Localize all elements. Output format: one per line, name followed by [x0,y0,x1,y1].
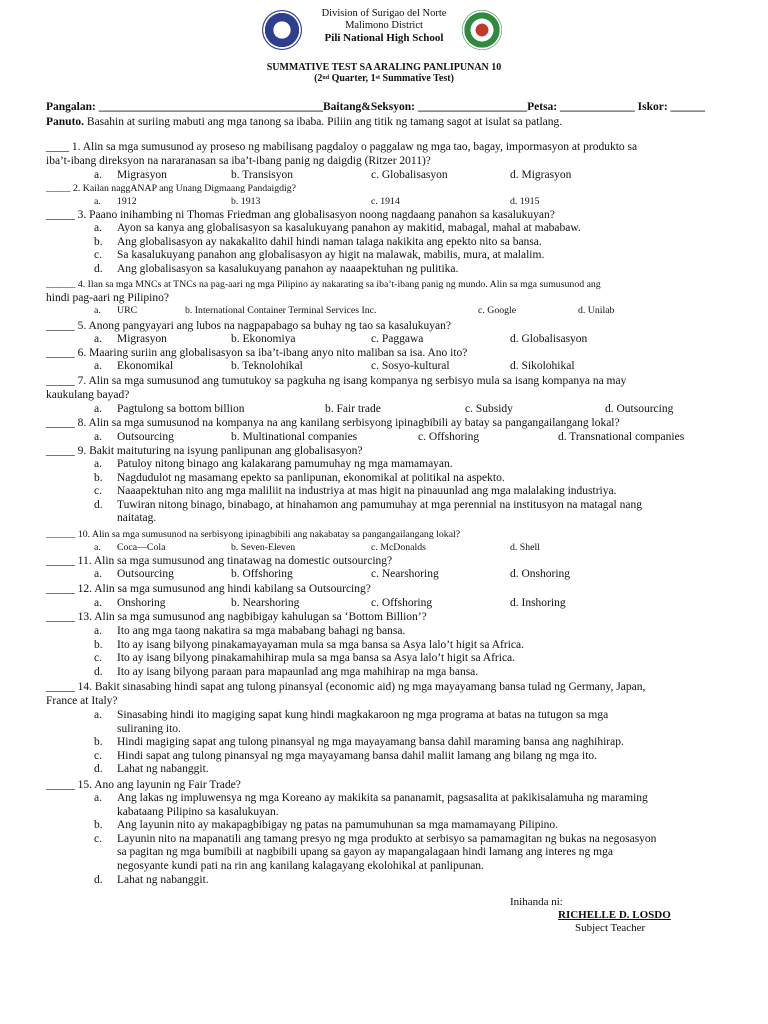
choice-letter: a. [94,709,102,721]
answer-choice: Ayon sa kanya ang globalisasyon sa kasalukuyang panahon ay makitid, mabagal, mahal at mababaw. [117,222,581,234]
answer-choice: Tuwiran nitong binago, binabago, at hinahamon ang pamumuhay at mga perennial na institusyon na matagal nang [117,498,642,511]
answer-choice: c. Offshoring [371,597,433,609]
choice-letter: c. [94,749,102,762]
answer-choice: Onshoring [117,597,166,609]
answer-choice: Ito ay isang bilyong pinakamayayaman mula sa mga bansa sa Asya lalo’t higit sa Africa. [117,638,524,651]
question-14-text: _____ 14. Bakit sinasabing hindi sapat ang tulong pinansyal (economic aid) ng mga mayayamang bansa tulad ng Germany, Japan, [46,681,646,693]
answer-choice: c. Globalisasyon [371,169,448,181]
student-info-row [46,101,705,114]
answer-choice: Layunin nito na mapanatili ang tamang presyo ng mga produkto at serbisyo sa pamamagitan ng bukas na negosasyon [117,832,657,845]
test-title-line1: SUMMATIVE TEST SA ARALING PANLIPUNAN 10 [266,62,502,73]
answer-choice: b. Offshoring [231,568,293,580]
name-label: Pangalan: [46,101,96,113]
question-5-text: _____ 5. Anong pangyayari ang lubos na nagpapabago sa buhay ng tao sa kasalukuyan? [46,320,451,332]
choice-letter: c. [94,832,102,845]
answer-choice: Ito ay isang bilyong paraan para mapaunlad ang mga mahihirap na mga bansa. [117,665,479,678]
question-8-text: _____ 8. Alin sa mga sumusunod na kompanya na ang kanilang serbisyong ipinagbibili ay batay sa pangangailangang lokal? [46,417,620,429]
letterhead [0,6,768,56]
answer-choice: Ang layunin nito ay makapagbibigay ng patas na pamumuhunan sa mga mamamayang Pilipino. [117,819,559,832]
section-label: Baitang&Seksyon: [322,101,415,113]
question-6-text: _____ 6. Maaring suriin ang globalisasyon sa iba’t-ibang anyo nito maliban sa isa. Ano ito? [46,347,468,359]
answer-choice: Nagdudulot ng masamang epekto sa panlipunan, ekonomikal at politikal na aspekto. [117,471,505,484]
answer-choice: Sa kasalukuyang panahon ang globalisasyon ay higit na malawak, mabilis, mura, at malalim. [117,249,545,262]
choice-letter: d. [94,763,103,776]
answer-choice: c. Sosyo-kultural [371,360,450,372]
choice-letter: d. [94,262,103,275]
answer-choice: d. Inshoring [510,597,566,609]
answer-choice: Lahat ng nabanggit. [117,763,209,776]
answer-choice: c. Google [478,305,517,316]
choice-letter: d. [94,665,103,678]
answer-choice: 1912 [117,196,137,207]
question-7-text: _____ 7. Alin sa mga sumusunod ang tumutukoy sa pagkuha ng isang kompanya ng serbisyo mula sa isang kompanya na may [46,375,627,387]
answer-choice: c. Nearshoring [371,568,439,580]
directions-text: Basahin at suriing mabuti ang mga tanong sa ibaba. Piliin ang titik ng tamang sagot at isulat sa patlang. [84,116,563,128]
answer-choice: d. Onshoring [510,568,571,580]
answer-choice: b. Teknolohikal [231,360,303,372]
district-name: Malimono District [345,20,423,31]
choice-letter: b. [94,736,103,749]
test-title-line2: (2nd Quarter, 1st Summative Test) [314,73,454,84]
answer-choice: d. 1915 [510,196,540,207]
question-10-text: ______ 10. Alin sa mga sumusunod na serbisyong ipinagbibili ang nakabatay sa pangangailangang lokal? [46,529,461,540]
answer-choice: d. Outsourcing [605,403,674,415]
answer-choice: Ekonomikal [117,360,174,372]
choice-letter: a. [94,431,102,443]
choice-letter: a. [94,360,102,372]
answer-choice: Lahat ng nabanggit. [117,873,209,886]
question-4-text: hindi pag-aari ng Pilipino? [46,292,169,304]
answer-choice: Hindi magiging sapat ang tulong pinansyal ng mga mayayamang bansa dahil maraming bansa ang naghihirap. [117,736,624,749]
question-9-text: _____ 9. Bakit maituturing na isyung panlipunan ang globalisasyon? [46,445,363,457]
choice-letter: a. [94,403,102,415]
choice-letter: d. [94,498,103,511]
date-label: Petsa: [527,101,558,113]
answer-choice: Pagtulong sa bottom billion [117,403,245,415]
question-14-text: France at Italy? [46,695,118,707]
answer-choice: d. Shell [510,542,540,553]
answer-choice: d. Unilab [578,305,615,316]
answer-choice: b. Seven-Eleven [231,542,296,553]
answer-choice: Sinasabing hindi ito magiging sapat kung hindi magkakaroon ng mga programa at batas na tutugon sa mga [117,709,609,721]
answer-choice: negosyante kundi pati na rin ang kanilang kalagayang ekolohikal at panlipunan. [117,860,484,872]
answer-choice: b. Fair trade [325,403,381,415]
section-blank[interactable]: ___________________ [417,101,528,113]
division-name: Division of Surigao del Norte [321,8,447,19]
answer-choice: Migrasyon [117,333,167,345]
choice-letter: a. [94,458,102,470]
answer-choice: b. Transisyon [231,169,293,181]
letterhead-text [0,8,768,44]
question-1-text: ____ 1. Alin sa mga sumusunod ay proseso ng mabilisang pagdaloy o paggalaw ng mga tao, bagay, impormasyon at produkto sa [46,141,638,153]
question-2-text: _____ 2. Kailan naggANAP ang Unang Digmaang Pandaigdig? [46,183,296,194]
date-blank[interactable]: _____________ [560,101,635,113]
question-11-text: _____ 11. Alin sa mga sumusunod ang tinatawag na domestic outsourcing? [46,555,393,567]
answer-choice: Naaapektuhan nito ang mga maliliit na industriya at mas higit na pinauunlad ang mga malalaking industriya. [117,485,617,498]
question-7-text: kaukulang bayad? [46,389,130,401]
choice-letter: c. [94,652,102,665]
answer-choice: Hindi sapat ang tulong pinansyal ng mga mayayamang bansa dahil maliit lamang ang bilang ng mga ito. [117,749,598,762]
question-1-text: iba’t-ibang direksyon na nararanasan sa iba’t-ibang panig ng daigdig (Ritzer 2011)? [46,155,431,167]
choice-letter: b. [94,819,103,832]
name-blank[interactable]: _______________________________________ [98,101,323,113]
choice-letter: a. [94,597,102,609]
answer-choice: Ang lakas ng impluwensya ng mga Koreano ay makikita sa pananamit, pagsasalita at pakikisalamuha ng maraming [117,792,648,804]
school-name: Pili National High School [324,32,444,44]
question-3-text: _____ 3. Paano inihambing ni Thomas Friedman ang globalisasyon noong nagdaang panahon sa kasalukuyan? [46,209,555,221]
answer-choice: c. Subsidy [465,403,513,415]
directions-label: Panuto. [46,116,85,128]
answer-choice: suliraning ito. [117,722,181,735]
question-4-text: ______ 4. Ilan sa mga MNCs at TNCs na pag-aari ng mga Pilipino ay nakarating sa iba’t-ibang panig ng mundo. Alin sa mga sumusunod ang [46,279,601,290]
answer-choice: c. McDonalds [371,542,426,553]
choice-letter: b. [94,235,103,248]
question-15-text: _____ 15. Ano ang layunin ng Fair Trade? [46,779,241,791]
choice-letter: a. [94,169,102,181]
answer-choice: naitatag. [117,512,157,525]
answer-choice: URC [117,305,138,316]
choice-letter: a. [94,305,101,316]
choice-letter: a. [94,542,101,553]
answer-choice: Outsourcing [117,431,174,443]
directions [46,116,562,129]
answer-choice: b. Multinational companies [231,431,358,443]
answer-choice: Patuloy nitong binago ang kalakarang pamumuhay ng mga mamamayan. [117,458,453,470]
choice-letter: b. [94,638,103,651]
answer-choice: Coca—Cola [117,542,166,553]
choice-letter: a. [94,792,102,804]
prepared-by-label: Inihanda ni: [510,896,563,908]
answer-choice: Ito ang mga taong nakatira sa mga mababang bahagi ng bansa. [117,625,406,637]
answer-choice: d. Migrasyon [510,169,572,181]
answer-choice: Ito ay isang bilyong pinakamahihirap mula sa mga bansa sa Asya lalo’t higit sa Africa. [117,652,516,665]
choice-letter: c. [94,485,102,498]
answer-choice: c. Paggawa [371,333,424,345]
answer-choice: Ang globalisasyon ay nakakalito dahil hindi naman talaga nakikita ang epekto nito sa bansa. [117,235,542,248]
answer-choice: b. International Container Terminal Services Inc. [185,305,377,316]
answer-choice: kabataang Pilipino sa kasalukuyan. [117,805,279,818]
teacher-name: RICHELLE D. LOSDO [558,909,671,921]
test-title [0,62,768,84]
score-blank[interactable]: ______ [670,101,706,113]
choice-letter: c. [94,249,102,262]
choice-letter: a. [94,333,102,345]
answer-choice: c. 1914 [371,196,400,207]
choice-letter: d. [94,873,103,886]
answer-choice: b. 1913 [231,196,261,207]
choice-letter: a. [94,196,101,207]
answer-choice: c. Offshoring [418,431,480,443]
answer-choice: d. Globalisasyon [510,333,588,345]
question-13-text: _____ 13. Alin sa mga sumusunod ang nagbibigay kahulugan sa ‘Bottom Billion’? [46,611,427,623]
answer-choice: d. Transnational companies [558,431,685,443]
question-12-text: _____ 12. Alin sa mga sumusunod ang hindi kabilang sa Outsourcing? [46,583,371,595]
answer-choice: Ang globalisasyon sa kasalukuyang panahon ay naaapektuhan ng pulitika. [117,262,459,275]
answer-choice: Migrasyon [117,169,167,181]
answer-choice: Outsourcing [117,568,174,580]
teacher-role: Subject Teacher [575,922,646,934]
answer-choice: b. Nearshoring [231,597,300,609]
answer-choice: sa pagitan ng mga bumibili at nagbibili upang sa gayon ay mapangalagaan hindi lamang ang interes ng mga [117,846,613,859]
score-label: Iskor: [637,101,668,113]
answer-choice: d. Sikolohikal [510,360,575,372]
choice-letter: a. [94,222,102,234]
choice-letter: b. [94,471,103,484]
answer-choice: b. Ekonomiya [231,333,296,345]
choice-letter: a. [94,625,102,637]
choice-letter: a. [94,568,102,580]
